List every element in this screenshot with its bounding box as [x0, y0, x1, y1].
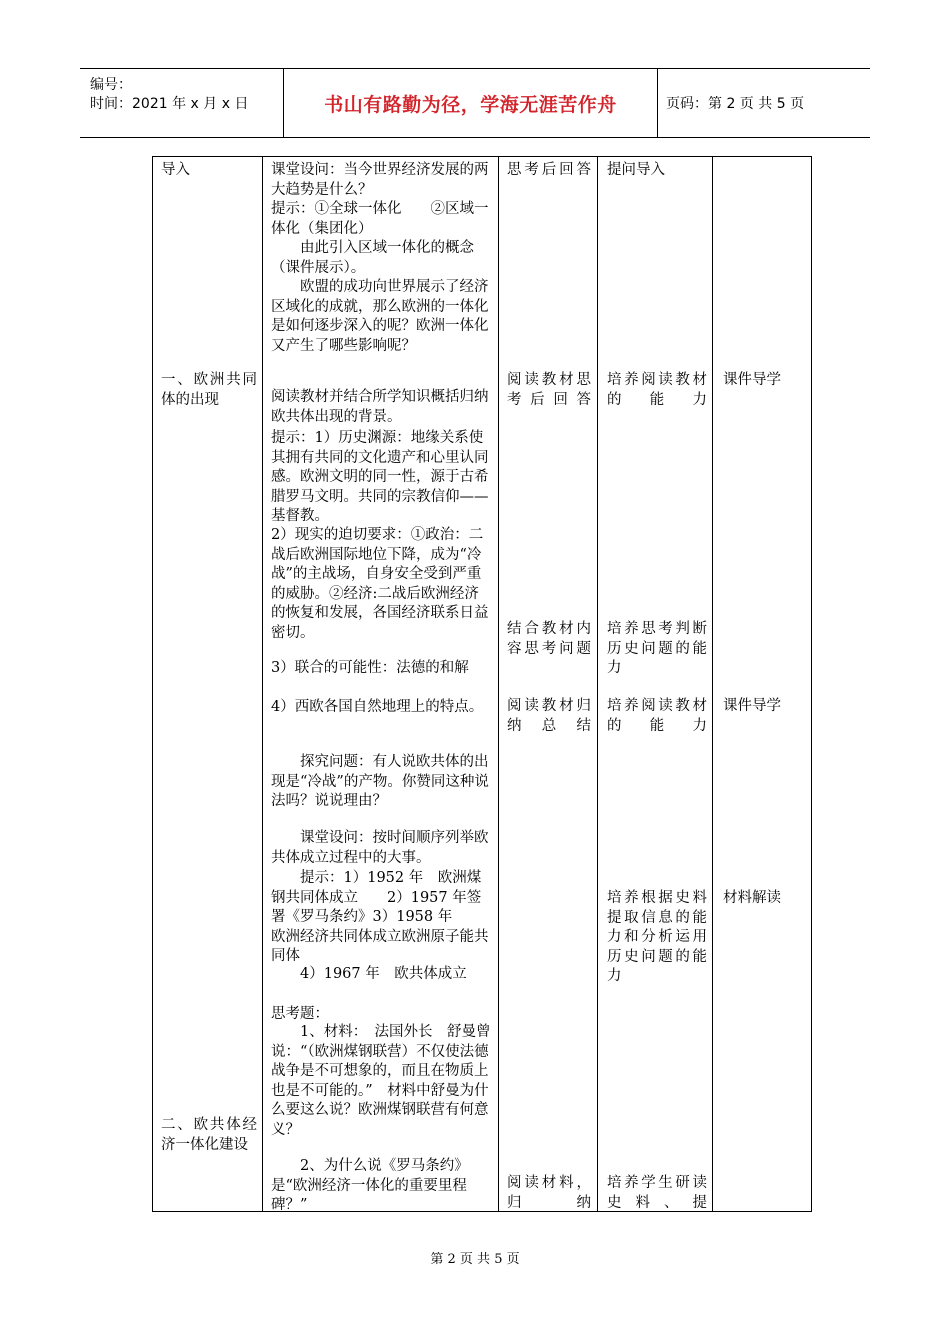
activity-4: 阅读教材归纳总结: [507, 698, 591, 734]
page-label: 页码：第 2 页 共 5 页: [666, 96, 805, 112]
content-eu-paragraph: 欧盟的成功向世界展示了经济区域化的成就，那么欧洲的一体化是如何逐步深入的呢？欧洲一体化又产生了哪些影响呢？: [271, 279, 489, 354]
content-thinking-2: 2、为什么说《罗马条约》是“欧洲经济一体化的重要里程碑？”: [271, 1158, 469, 1213]
content-geography: 4）西欧各国自然地理上的特点。: [271, 699, 484, 715]
motto-text: 书山有路勤为径，学海无涯苦作舟: [324, 93, 617, 116]
media-2: 课件导学: [723, 698, 781, 714]
intent-5: 培养根据史料提取信息的能力和分析运用历史问题的能力: [607, 890, 707, 984]
section-two-title: 二、欧共体经济一体化建设: [161, 1117, 257, 1153]
column-divider: [712, 157, 713, 1211]
header-meta: [80, 69, 284, 137]
page-header: [80, 68, 870, 138]
content-event-4: 4）1967 年 欧共体成立: [271, 966, 467, 982]
column-divider: [498, 157, 499, 1211]
media-1: 课件导学: [723, 372, 781, 388]
intent-1: 提问导入: [607, 162, 665, 178]
content-thinking-title: 思考题：: [271, 1006, 329, 1022]
section-intro: 导入: [161, 162, 190, 178]
section-one-title: 一、欧洲共同体的出现: [161, 372, 257, 408]
content-question-1: 课堂设问：当今世界经济发展的两大趋势是什么？: [271, 162, 489, 198]
header-page: [658, 69, 870, 137]
media-3: 材料解读: [723, 890, 781, 906]
content-question-2: 课堂设问：按时间顺序列举欧共体成立过程中的大事。: [271, 830, 489, 866]
intent-3: 培养思考判断历史问题的能力: [607, 621, 707, 676]
content-hint-history: 提示：1）历史渊源：地缘关系使其拥有共同的文化遗产和心里认同感。欧洲文明的同一性，源于古希腊罗马文明。共同的宗教信仰——基督教。: [271, 430, 489, 524]
content-concept-intro: 由此引入区域一体化的概念（课件展示）。: [271, 240, 474, 276]
page-footer: 第 2 页 共 5 页: [430, 1252, 520, 1267]
number-label: 编号：: [90, 77, 132, 93]
content-reality-needs: 2）现实的迫切要求：①政治：二战后欧洲国际地位下降，成为“冷战”的主战场，自身安全受到严重的威胁。②经济:二战后欧洲经济的恢复和发展，各国经济联系日益密切。: [271, 527, 489, 641]
activity-3: 结合教材内容思考问题: [507, 621, 591, 657]
activity-2: 阅读教材思考后回答: [507, 372, 591, 408]
activity-1: 思考后回答: [507, 162, 591, 178]
time-label: 时间：2021 年 x 月 x 日: [90, 96, 249, 112]
lesson-table: [152, 156, 812, 1212]
content-inquiry: 探究问题：有人说欧共体的出现是“冷战”的产物。你赞同这种说法吗？说说理由？: [271, 754, 489, 809]
content-thinking-1: 1、材料： 法国外长 舒曼曾说：“（欧洲煤钢联营）不仅使法德战争是不可想象的，而且在物质上也是不可能的。” 材料中舒曼为什么要这么说？欧洲煤钢联营有何意义？: [271, 1024, 491, 1138]
column-divider: [262, 157, 263, 1211]
column-divider: [597, 157, 598, 1211]
activity-5: 阅读材料，归纳: [507, 1175, 591, 1211]
content-events: 提示：1）1952 年 欧洲煤钢共同体成立 2）1957 年签署《罗马条约》3）1958 年 欧洲经济共同体成立欧洲原子能共同体: [271, 870, 489, 964]
header-motto: [284, 69, 658, 137]
intent-6: 培养学生研读史料、提: [607, 1175, 707, 1211]
intent-2: 培养阅读教材的能力: [607, 372, 707, 408]
content-hint-1: 提示：①全球一体化 ②区域一体化（集团化）: [271, 201, 489, 237]
content-possibility: 3）联合的可能性：法德的和解: [271, 660, 469, 676]
intent-4: 培养阅读教材的能力: [607, 698, 707, 734]
content-reading-task: 阅读教材并结合所学知识概括归纳欧共体出现的背景。: [271, 389, 489, 425]
